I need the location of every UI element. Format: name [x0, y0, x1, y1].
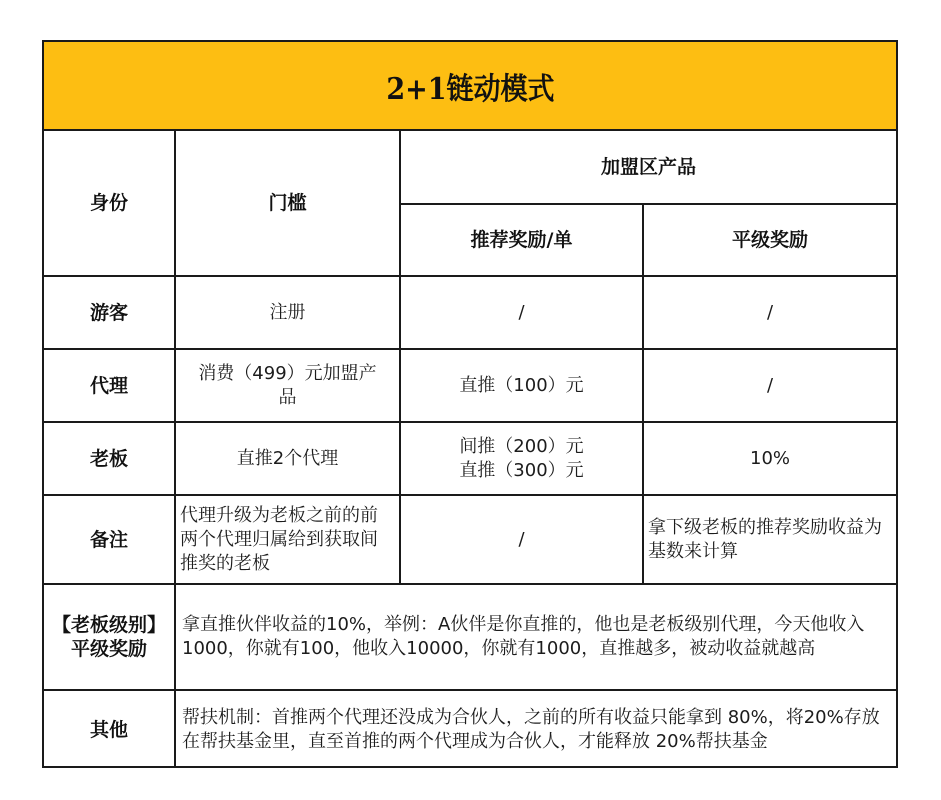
other-row [44, 690, 896, 768]
table-row [44, 422, 896, 495]
row-peer-reward: / [643, 276, 896, 349]
other-text: 帮扶机制：首推两个代理还没成为合伙人，之前的所有收益只能拿到 80%，将20%存放在帮扶基金里，直至首推的两个代理成为合伙人，才能释放 20%帮扶基金 [175, 690, 896, 768]
page-title: 2+1链动模式 [385, 71, 555, 107]
commission-table [44, 131, 896, 768]
row-peer-reward: 10% [643, 422, 896, 495]
row-referral-reward: / [400, 495, 643, 584]
row-threshold: 消费（499）元加盟产品 [175, 349, 400, 422]
chain-model-table-sheet [42, 40, 898, 768]
row-referral-reward: 直推（100）元 [400, 349, 643, 422]
header-peer-reward: 平级奖励 [643, 204, 896, 276]
other-label: 其他 [44, 690, 175, 768]
row-threshold-note: 代理升级为老板之前的前两个代理归属给到获取间推奖的老板 [175, 495, 400, 584]
row-identity: 代理 [44, 349, 175, 422]
row-identity: 游客 [44, 276, 175, 349]
row-peer-reward: / [643, 349, 896, 422]
row-referral-reward: / [400, 276, 643, 349]
direct-referral-amount: 直推（300）元 [459, 459, 584, 481]
header-threshold: 门槛 [175, 131, 400, 276]
row-identity: 备注 [44, 495, 175, 584]
title-bar [44, 42, 896, 131]
header-referral-reward: 推荐奖励/单 [400, 204, 643, 276]
table-row [44, 349, 896, 422]
header-franchise-product: 加盟区产品 [400, 131, 896, 204]
row-referral-reward [400, 422, 643, 495]
row-peer-reward-note: 拿下级老板的推荐奖励收益为基数来计算 [643, 495, 896, 584]
header-row-1 [44, 131, 896, 204]
row-threshold: 注册 [175, 276, 400, 349]
boss-peer-reward-label: 【老板级别】平级奖励 [44, 584, 175, 690]
row-threshold: 直推2个代理 [175, 422, 400, 495]
row-identity: 老板 [44, 422, 175, 495]
boss-peer-reward-text: 拿直推伙伴收益的10%，举例：A伙伴是你直推的，他也是老板级别代理，今天他收入1000，你就有100，他收入10000，你就有1000，直推越多，被动收益就越高 [175, 584, 896, 690]
table-row [44, 276, 896, 349]
header-identity: 身份 [44, 131, 175, 276]
boss-peer-reward-row [44, 584, 896, 690]
table-row [44, 495, 896, 584]
indirect-referral-amount: 间推（200）元 [459, 435, 584, 457]
